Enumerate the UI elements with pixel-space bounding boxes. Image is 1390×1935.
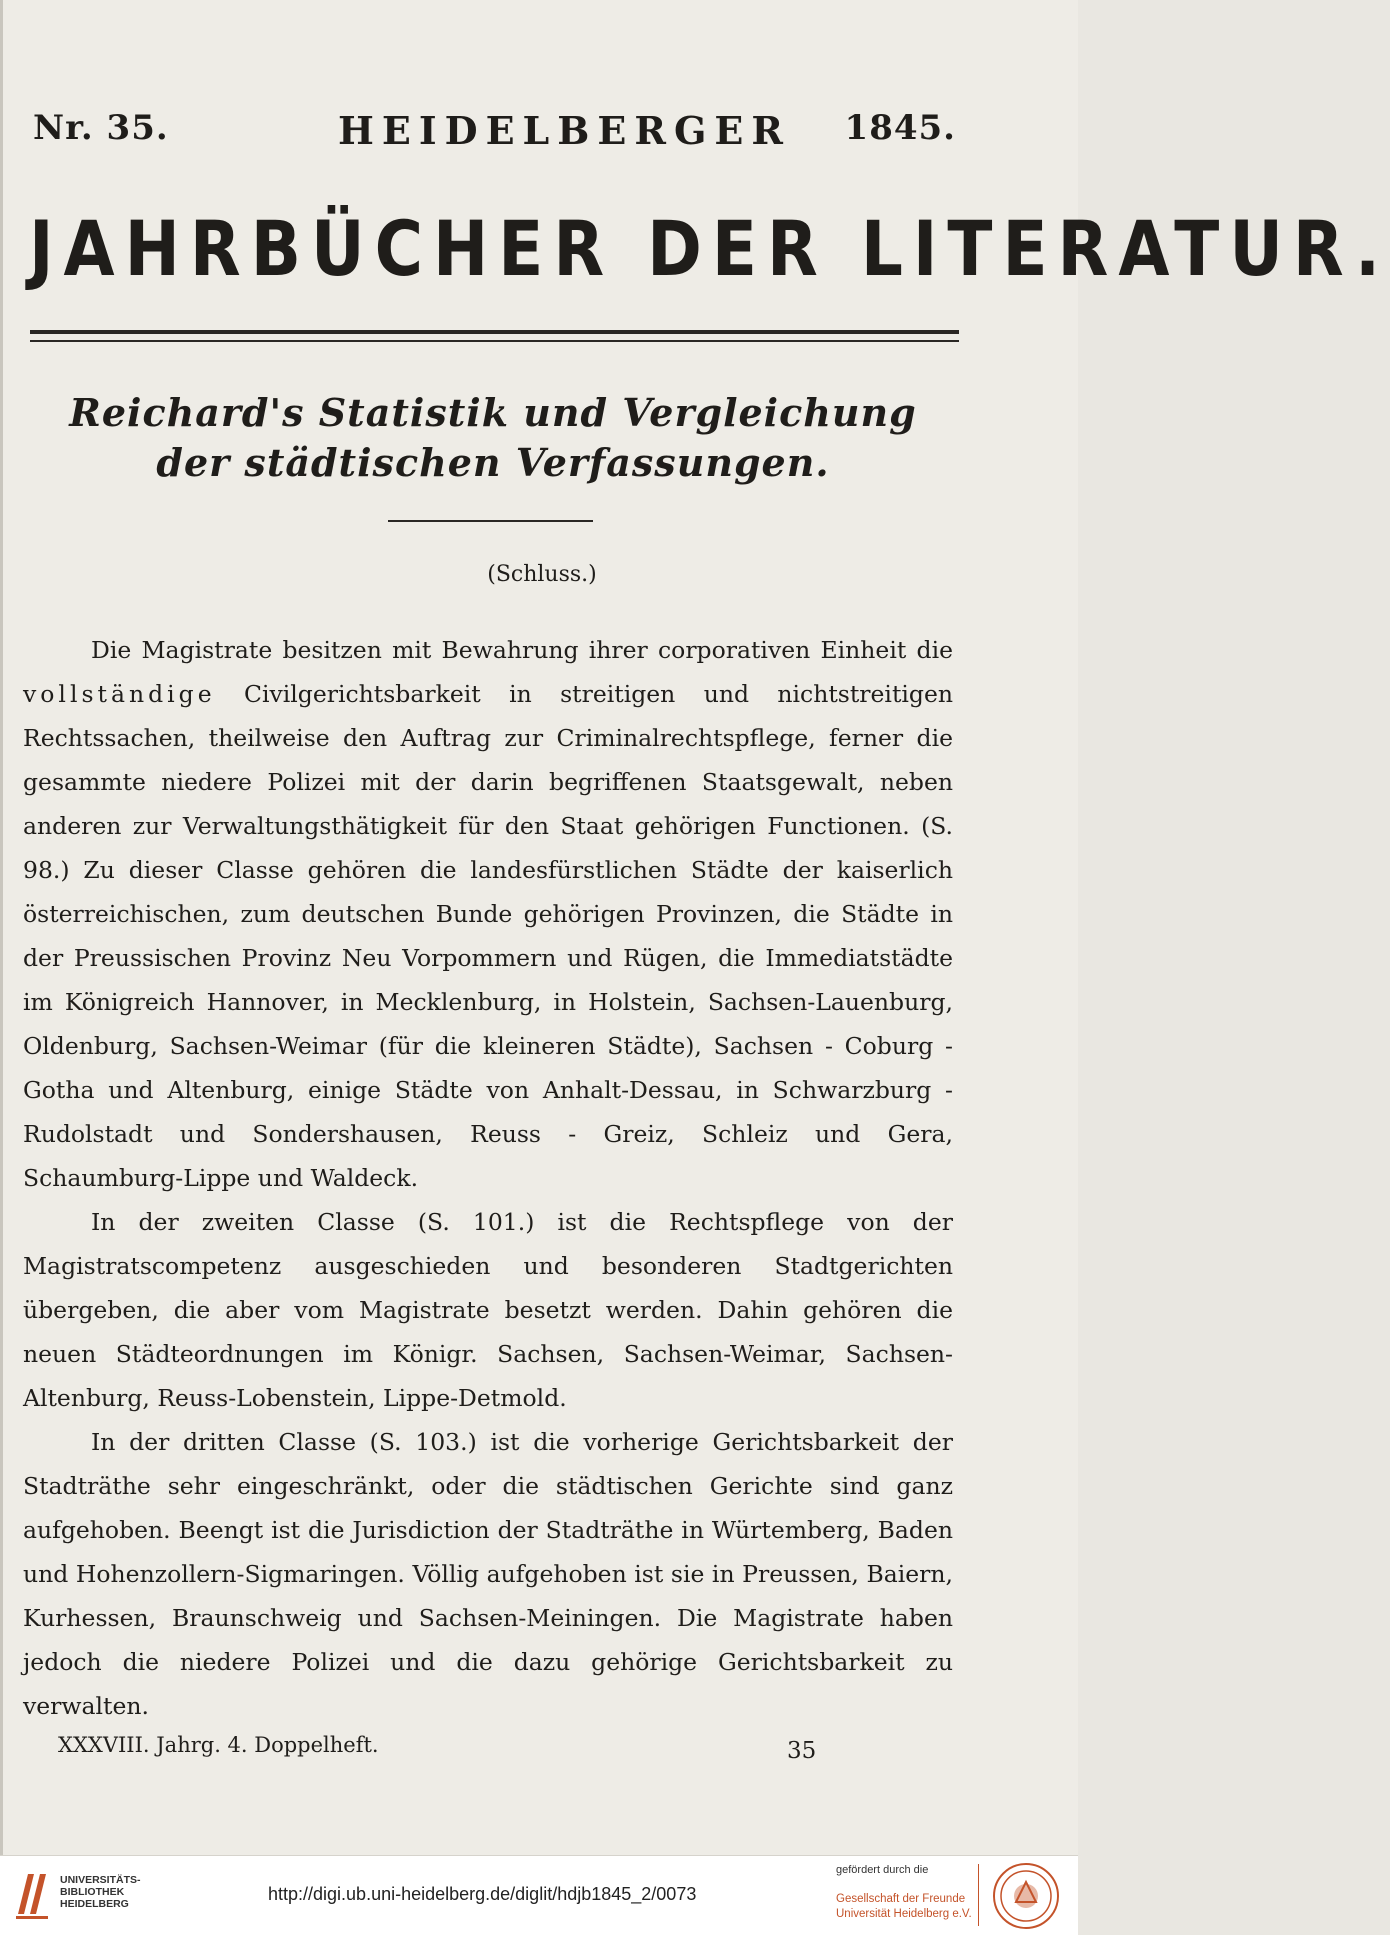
sponsor-name-line-2: Universität Heidelberg e.V. [836, 1908, 972, 1920]
volume-note: XXXVIII. Jahrg. 4. Doppelheft. [58, 1733, 379, 1757]
title-rule-thin [30, 340, 959, 342]
paragraph-1-rest: Civilgerichtsbarkeit in streitigen und nichtstreitigen Rechtssachen, theilweise den Auftrag zur Criminalrechtspflege, ferner die gesammte niedere Polizei mit der darin begriffenen Staatsgewalt, neben anderen zur Verwaltungsthätigkeit für den Staat gehörigen Functionen. (S. 98.) Zu dieser Classe gehören die landesfürstlichen Städte der kaiserlich österreichischen, zum deutschen Bunde gehörigen Provinzen, die Städte in der Preussischen Provinz Neu Vorpommern und Rügen, die Immediatstädte im Königreich Hannover, in Mecklenburg, in Holstein, Sachsen-Lauenburg, Oldenburg, Sachsen-Weimar (für die kleineren Städte), Sachsen - Coburg - Gotha und Altenburg, einige Städte von Anhalt-Dessau, in Schwarzburg - Rudolstadt und Sondershausen, Reuss - Greiz, Schleiz und Gera, Schaumburg-Lippe und Waldeck. [23, 680, 953, 1192]
sponsor-intro: gefördert durch die [836, 1864, 929, 1876]
library-name [60, 1874, 141, 1910]
masthead [33, 108, 956, 158]
paragraph-1-start: Die Magistrate besitzen mit Bewahrung ihrer corporativen Einheit die [91, 636, 953, 664]
library-name-line-3: HEIDELBERG [60, 1898, 129, 1910]
issue-year: 1845. [844, 108, 956, 148]
issue-number: Nr. 35. [33, 108, 169, 148]
paragraph-2: In der zweiten Classe (S. 101.) ist die Rechtspflege von der Magistratscompetenz ausgeschieden und besonderen Stadtgerichten übergeben, die aber vom Magistrate besetzt werden. Dahin gehören die neuen Städteordnungen im Königr. Sachsen, Sachsen-Weimar, Sachsen-Altenburg, Reuss-Lobenstein, Lippe-Detmold. [23, 1208, 953, 1412]
article-title-line-2: der städtischen Verfassungen. [156, 440, 830, 485]
paragraph-3: In der dritten Classe (S. 103.) ist die vorherige Gerichtsbarkeit der Stadträthe sehr eingeschränkt, oder die städtischen Gerichte sind ganz aufgehoben. Beengt ist die Jurisdiction der Stadträthe in Würtemberg, Baden und Hohenzollern-Sigmaringen. Völlig aufgehoben ist sie in Preussen, Baiern, Kurhessen, Braunschweig und Sachsen-Meiningen. Die Magistrate haben jedoch die niedere Polizei und die dazu gehörige Gerichtsbarkeit zu verwalten. [23, 1428, 953, 1720]
permalink-url[interactable]: http://digi.ub.uni-heidelberg.de/diglit/hdjb1845_2/0073 [268, 1884, 697, 1904]
sponsor-divider [978, 1864, 979, 1926]
viewer-footer-bar [0, 1855, 1078, 1935]
paragraph-1 [23, 628, 953, 1200]
sponsor-name[interactable] [836, 1892, 972, 1922]
article-body [23, 628, 953, 1728]
journal-title: JAHRBÜCHER DER LITERATUR. [29, 205, 1390, 294]
university-seal-icon [992, 1862, 1060, 1930]
publication-name: HEIDELBERGER [338, 108, 791, 153]
title-rule-thick [30, 330, 959, 334]
section-divider [388, 520, 593, 522]
article-title [33, 388, 953, 488]
article-title-line-1: Reichard's Statistik und Vergleichung [69, 390, 917, 435]
signature-mark: 35 [787, 1738, 817, 1764]
library-logo-icon[interactable] [12, 1866, 52, 1921]
library-name-line-1: UNIVERSITÄTS- [60, 1874, 141, 1886]
continuation-note: (Schluss.) [487, 562, 597, 587]
library-name-line-2: BIBLIOTHEK [60, 1886, 125, 1898]
sponsor-name-line-1: Gesellschaft der Freunde [836, 1893, 966, 1905]
emphasized-word: vollständige [23, 680, 216, 708]
